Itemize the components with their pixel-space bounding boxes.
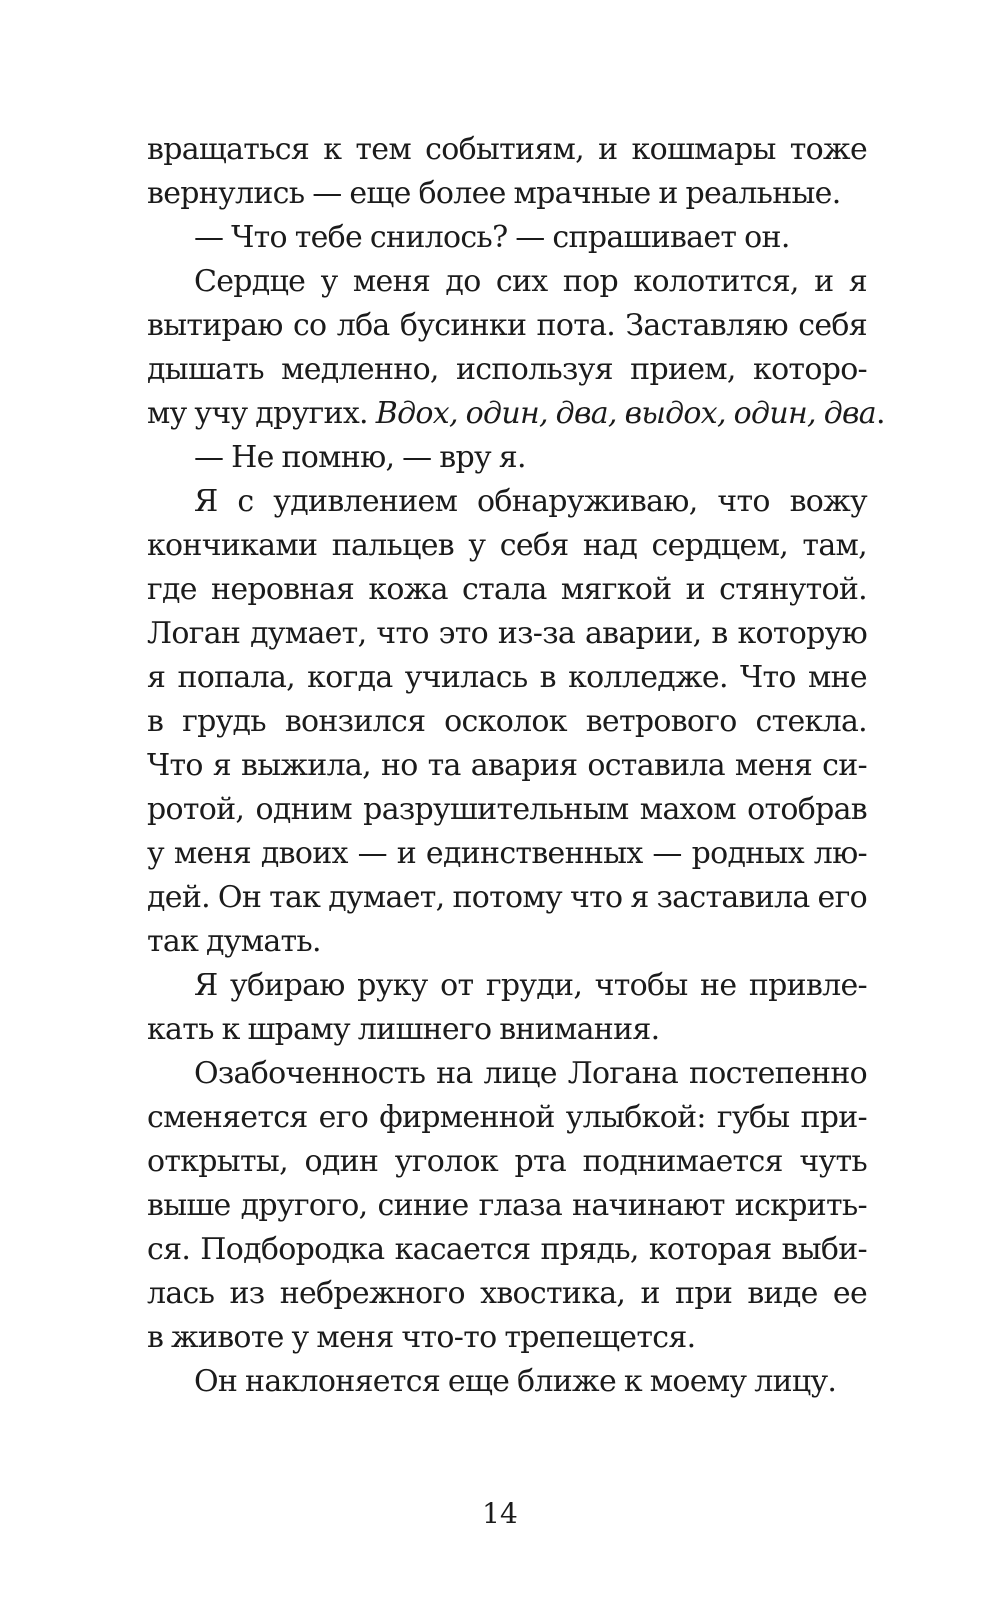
text-line: вернулись — еще более мрачные и реальные.: [147, 176, 841, 211]
text-line: у меня двоих — и единственных — родных лю-: [147, 836, 867, 871]
text-line: открыты, один уголок рта поднимается чуть: [147, 1144, 867, 1179]
text-line: Что я выжила, но та авария оставила меня си-: [147, 748, 867, 783]
text-line: сменяется его фирменной улыбкой: губы при-: [147, 1100, 867, 1135]
text-line: в грудь вонзился осколок ветрового стекла.: [147, 704, 867, 739]
text-line: Логан думает, что это из-за аварии, в которую: [147, 616, 867, 651]
text-line: ся. Подбородка касается прядь, которая выби-: [147, 1232, 867, 1267]
text-line: лась из небрежного хвостика, и при виде ее: [147, 1276, 867, 1311]
text-line: дышать медленно, используя прием, которо-: [147, 352, 867, 387]
text-line: кончиками пальцев у себя над сердцем, там,: [147, 528, 867, 563]
text-line: выше другого, синие глаза начинают искрить-: [147, 1188, 867, 1223]
body-text: [147, 128, 885, 1404]
text-line: я попала, когда училась в колледже. Что мне: [147, 660, 867, 695]
text-line: вытираю со лба бусинки пота. Заставляю себя: [147, 308, 867, 343]
dialogue-line: — Что тебе снилось? — спрашивает он.: [194, 220, 790, 255]
text-line: Озабоченность на лице Логана постепенно: [194, 1056, 867, 1091]
text-line: дей. Он так думает, потому что я заставила его: [147, 880, 867, 915]
text-line: так думать.: [147, 924, 321, 959]
text-fragment: му учу других.: [147, 396, 376, 431]
text-line: [147, 392, 885, 436]
text-line: в животе у меня что-то трепещется.: [147, 1320, 696, 1355]
text-line: Я убираю руку от груди, чтобы не привле-: [194, 968, 867, 1003]
italic-breathing-phrase: Вдох, один, два, выдох, один, два: [375, 396, 876, 431]
text-fragment: .: [875, 396, 885, 431]
dialogue-line: — Не помню, — вру я.: [194, 440, 526, 475]
text-line: где неровная кожа стала мягкой и стянутой.: [147, 572, 867, 607]
page-number: 14: [482, 1497, 518, 1530]
text-line: кать к шраму лишнего внимания.: [147, 1012, 660, 1047]
text-line: Он наклоняется еще ближе к моему лицу.: [194, 1364, 837, 1399]
text-line: Сердце у меня до сих пор колотится, и я: [194, 264, 867, 299]
text-line: ротой, одним разрушительным махом отобрав: [147, 792, 867, 827]
text-line: Я с удивлением обнаруживаю, что вожу: [194, 484, 867, 519]
text-line: вращаться к тем событиям, и кошмары тоже: [147, 132, 867, 167]
